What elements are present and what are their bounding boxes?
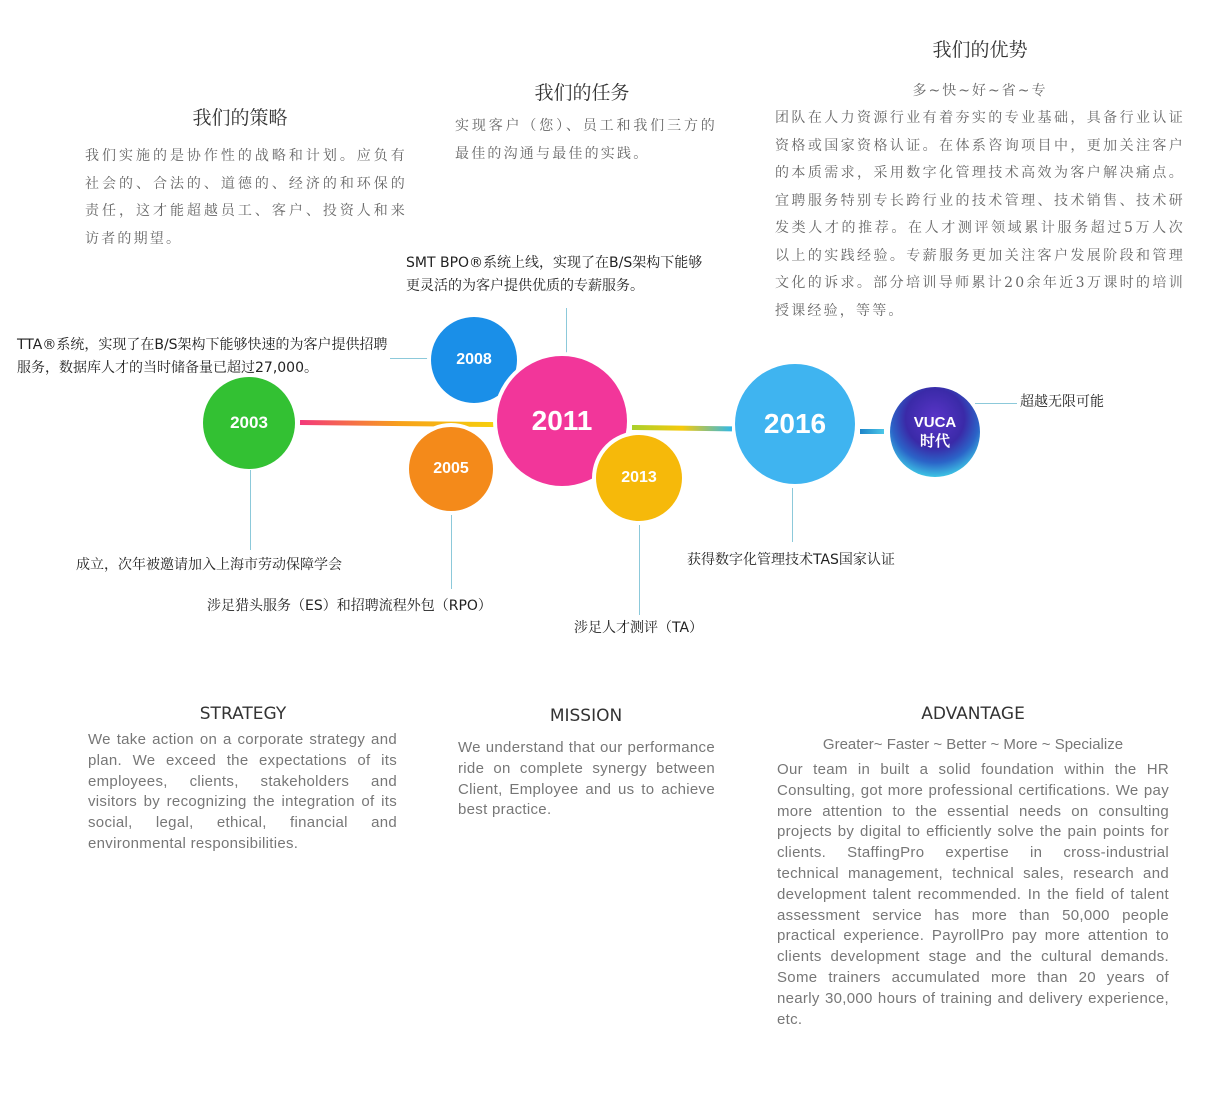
strategy-title-en: STRATEGY xyxy=(199,704,287,724)
timeline-bar-1 xyxy=(300,420,500,427)
event-2016-text: 获得数字化管理技术TAS国家认证 xyxy=(687,552,895,568)
strategy-title-zh: 我们的策略 xyxy=(192,107,288,129)
connector-2003 xyxy=(250,470,251,550)
advantage-title-en: ADVANTAGE xyxy=(921,704,1025,724)
year-2013-circle[interactable] xyxy=(596,435,682,521)
advantage-body-en: Our team in built a solid foundation within the HR Consulting, got more professional certifications. We pay more attention to the essential needs on consulting projects by digital to efficiently solve the pain points for clients. StaffingPro expertise in cross-industrial technical management, technical sales, research and development talent recommended. In the field of talent assessment service has more than 50,000 people practical experience. PayrollPro pay more attention to clients development stage and the cultural demands. Some trainers accumulated more than 20 years of nearly 30,000 hours of training and delivery experience, etc. xyxy=(777,761,1169,1028)
year-2011-label: 2011 xyxy=(531,405,593,436)
event-2005-text: 涉足猎头服务（ES）和招聘流程外包（RPO） xyxy=(207,598,492,614)
connector-2013 xyxy=(639,525,640,615)
timeline-bar-2 xyxy=(632,425,732,431)
vuca-label-line1: VUCA xyxy=(913,414,957,431)
strategy-body-en: We take action on a corporate strategy and plan. We exceed the expectations of its employees, clients, stakeholders and visitors by recognizing the integration of its social, legal, ethical, financial and environmental responsibilities. xyxy=(88,731,397,852)
year-2013-label: 2013 xyxy=(621,469,657,486)
event-vuca-text: 超越无限可能 xyxy=(1020,394,1104,410)
year-2003-label: 2003 xyxy=(230,413,268,432)
strategy-body-zh: 我们实施的是协作性的战略和计划。应负有社会的、合法的、道德的、经济的和环保的责任，这才能超越员工、客户、投资人和来访者的期望。 xyxy=(85,148,407,247)
year-2005-label: 2005 xyxy=(433,460,469,477)
mission-body-zh: 实现客户（您）、员工和我们三方的最佳的沟通与最佳的实践。 xyxy=(455,118,717,162)
event-2008-text: TTA®系统，实现了在B/S架构下能够快速的为客户提供招聘服务，数据库人才的当时储备量已超过27,000。 xyxy=(17,337,388,376)
connector-vuca xyxy=(975,403,1017,404)
connector-2011 xyxy=(566,308,567,358)
connector-2005 xyxy=(451,514,452,589)
connector-2016 xyxy=(792,488,793,542)
advantage-subtitle-zh: 多~快~好~省~专 xyxy=(912,83,1048,99)
year-2008-label: 2008 xyxy=(456,351,492,368)
event-2011-text: SMT BPO®系统上线，实现了在B/S架构下能够更灵活的为客户提供优质的专薪服务。 xyxy=(406,255,703,294)
vuca-circle[interactable] xyxy=(890,387,980,477)
event-2013-text: 涉足人才测评（TA） xyxy=(574,620,704,636)
mission-title-en: MISSION xyxy=(549,706,623,726)
advantage-subtitle-en: Greater~ Faster ~ Better ~ More ~ Specialize xyxy=(822,736,1124,753)
year-2005-circle[interactable] xyxy=(409,427,493,511)
event-2003-text: 成立，次年被邀请加入上海市劳动保障学会 xyxy=(76,557,342,573)
vuca-label-line2: 时代 xyxy=(919,433,950,450)
year-2003-circle[interactable] xyxy=(203,377,295,469)
mission-body-en: We understand that our performance ride on complete synergy between Client, Employee and us to achieve best practice. xyxy=(458,739,715,819)
mission-title-zh: 我们的任务 xyxy=(534,82,630,104)
advantage-title-zh: 我们的优势 xyxy=(932,39,1028,61)
advantage-body-zh: 团队在人力资源行业有着夯实的专业基础，具备行业认证资格或国家资格认证。在体系咨询项目中，更加关注客户的本质需求，采用数字化管理技术高效为客户解决痛点。宜聘服务特别专长跨行业的技术管理、技术销售、技术研发类人才的推荐。在人才测评领域累计服务超过5万人次以上的实践经验。专薪服务更加关注客户发展阶段和管理文化的诉求。部分培训导师累计20余年近3万课时的培训授课经验，等等。 xyxy=(775,110,1185,319)
year-2016-label: 2016 xyxy=(763,408,827,439)
year-2016-circle[interactable] xyxy=(735,364,855,484)
timeline-bar-3 xyxy=(860,429,884,434)
